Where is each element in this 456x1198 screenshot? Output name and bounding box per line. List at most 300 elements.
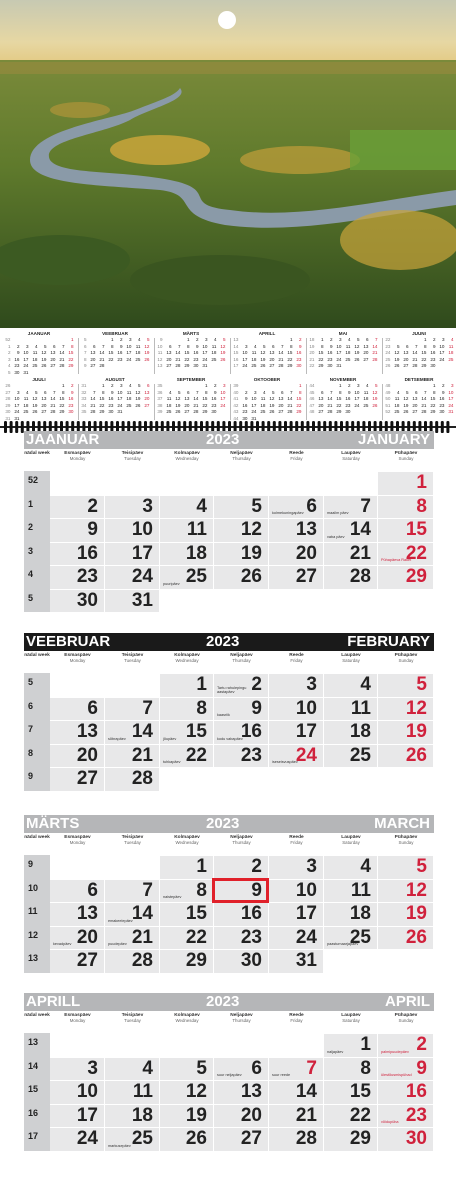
day-cell[interactable] [324,566,377,589]
day-number: 14 [131,903,153,924]
day-number: 28 [131,768,153,789]
day-cell[interactable] [50,950,104,973]
day-number: 27 [269,363,275,369]
day-number: 21 [50,402,56,408]
day-cell[interactable] [214,927,268,950]
day-number: 11 [186,519,207,540]
day-number: 18 [185,542,207,564]
year-month-row [382,383,456,390]
day-cell[interactable] [160,950,213,973]
day-number: 14 [193,396,199,402]
day-cell[interactable] [50,1128,104,1151]
day-cell[interactable] [378,880,433,903]
day-cell[interactable] [324,1058,377,1081]
week-number: 34 [81,402,87,408]
day-number: 2 [195,337,199,342]
day-number: 27 [144,402,150,408]
day-number: 7 [92,389,96,395]
day-cell[interactable] [160,698,213,721]
week-number: 10 [28,882,39,893]
year-month-row [2,390,76,397]
day-number: 21 [90,402,96,408]
day-number: 22 [287,356,293,362]
day-number: 14 [90,396,96,402]
day-cell[interactable] [324,721,377,744]
day-cell[interactable] [214,698,268,721]
week-number: 15 [233,350,239,356]
day-number: 30 [345,409,351,415]
day-cell[interactable] [50,519,104,542]
day-number: 4 [450,337,454,342]
day-number: 6 [92,343,96,349]
day-cell[interactable] [160,1081,213,1104]
day-cell[interactable] [324,745,377,768]
day-cell[interactable] [214,721,268,744]
day-cell[interactable] [214,856,268,879]
month-märts [24,815,434,973]
day-cell[interactable] [160,903,213,926]
day-number: 6 [320,389,324,395]
day-number: 17 [117,396,123,402]
weekday-en: Tuesday [124,840,141,845]
day-cell[interactable] [378,674,433,697]
day-cell[interactable] [160,1058,213,1081]
day-cell[interactable] [378,856,433,879]
day-cell[interactable] [269,1058,323,1081]
day-number: 1 [101,383,105,388]
day-cell[interactable] [378,927,433,950]
day-number: 24 [14,409,20,415]
week-number: 31 [81,383,87,388]
day-number: 9 [251,697,262,719]
weekday-en: Friday [290,456,303,461]
day-number: 19 [240,542,262,564]
day-cell[interactable] [105,880,159,903]
week-number: 12 [28,929,39,940]
month-name-en: JANUARY [358,431,430,448]
day-cell[interactable] [160,721,213,744]
day-number: 12 [135,389,141,395]
day-cell[interactable] [378,566,433,589]
day-number: 15 [421,350,427,356]
day-cell[interactable] [160,519,213,542]
day-cell[interactable] [105,1128,159,1151]
week-number: 51 [385,402,391,408]
day-number: 29 [59,409,65,415]
day-number: 23 [430,356,436,362]
day-number: 20 [269,356,275,362]
day-cell[interactable] [378,745,433,768]
day-number: 8 [432,389,436,395]
day-number: 7 [52,389,56,395]
weekday-et: Laupäev [341,1013,361,1018]
week-label [24,835,50,840]
day-cell[interactable] [324,519,377,542]
day-cell[interactable] [269,566,323,589]
day-number: 29 [430,409,436,415]
day-cell[interactable] [324,1034,377,1057]
day-cell[interactable] [269,745,323,768]
day-number: 17 [14,402,20,408]
day-number: 3 [338,337,342,342]
day-number: 28 [90,409,96,415]
day-number: 19 [354,350,360,356]
day-number: 28 [295,1128,317,1149]
year-month-row [382,344,456,351]
day-number: 18 [135,350,141,356]
day-number: 12 [405,697,427,719]
day-cell[interactable] [105,927,159,950]
day-number: 28 [99,363,105,369]
day-cell [105,856,159,879]
week-number: 9 [159,337,163,342]
day-number: 25 [185,566,207,587]
day-cell[interactable] [324,698,377,721]
day-cell[interactable] [214,903,268,926]
day-number: 29 [349,1128,371,1149]
day-cell [160,472,213,495]
day-cell[interactable] [378,543,433,566]
day-cell[interactable] [378,903,433,926]
week-number: 26 [5,383,11,388]
day-note: puuripäev [163,581,180,586]
day-number: 30 [242,415,248,421]
day-cell[interactable] [105,768,159,791]
day-note: paastumaarjapäev [327,942,359,946]
day-number: 4 [137,337,141,342]
day-number: 31 [23,369,29,375]
day-number: 20 [278,402,284,408]
day-cell[interactable] [50,1058,104,1081]
weekday-en: Tuesday [124,456,141,461]
year-month-row [230,383,304,390]
year-month-title: AUGUST [105,377,125,382]
week-number: 1 [7,343,11,349]
weekday-en: Friday [290,658,303,663]
weekday-en: Saturday [342,1018,360,1023]
day-number: 4 [196,495,207,517]
year-month-row [382,403,456,410]
day-cell[interactable] [105,721,159,744]
day-cell[interactable] [269,543,323,566]
day-number: 23 [108,402,114,408]
day-cell[interactable] [105,1081,159,1104]
year-month-row [2,403,76,410]
day-cell[interactable] [105,519,159,542]
day-number: 13 [50,350,56,356]
day-number: 14 [327,396,333,402]
week-number: 13 [233,337,239,342]
month-year: 2023 [206,815,240,832]
week-number: 32 [81,389,87,395]
year-month-row [306,337,380,344]
day-cell[interactable] [324,674,377,697]
day-cell[interactable] [160,745,213,768]
day-number: 24 [295,744,317,766]
day-number: 1 [196,674,207,695]
day-cell[interactable] [214,496,268,519]
week-number: 52 [5,337,11,342]
day-number: 24 [202,356,208,362]
day-cell [214,472,268,495]
day-number: 7 [423,389,427,395]
day-cell [50,1034,104,1057]
week-number: 7 [28,724,34,734]
day-cell[interactable] [50,698,104,721]
day-number: 24 [354,402,360,408]
day-cell [378,768,433,791]
day-cell[interactable] [378,1081,433,1104]
day-cell[interactable] [269,903,323,926]
day-cell[interactable] [269,698,323,721]
day-cell[interactable] [50,543,104,566]
day-cell[interactable] [105,566,159,589]
weekday-et: Pühapäev [394,451,418,456]
day-number: 17 [76,1104,98,1126]
day-cell[interactable] [105,1105,159,1128]
day-cell[interactable] [214,543,268,566]
day-cell[interactable] [378,1058,433,1081]
weekday-header [24,651,434,673]
day-cell[interactable] [105,590,159,613]
day-cell[interactable] [160,566,213,589]
day-cell[interactable] [50,566,104,589]
year-month-row [154,403,228,410]
day-cell[interactable] [50,496,104,519]
day-number: 5 [137,383,141,388]
day-cell[interactable] [378,1034,433,1057]
day-cell[interactable] [50,927,104,950]
day-number: 26 [394,363,400,369]
year-month-row [78,363,152,370]
day-cell[interactable] [378,472,433,495]
day-number: 21 [372,350,378,356]
day-cell[interactable] [214,1081,268,1104]
day-cell[interactable] [269,721,323,744]
day-cell[interactable] [269,927,323,950]
day-cell[interactable] [105,745,159,768]
day-number: 12 [403,396,409,402]
week-number: 12 [157,356,163,362]
year-month-row [306,390,380,397]
day-cell[interactable] [160,927,213,950]
day-cell[interactable] [324,1128,377,1151]
day-number: 18 [23,402,29,408]
day-cell[interactable] [50,745,104,768]
day-cell[interactable] [160,674,213,697]
year-month-row [230,390,304,397]
day-cell[interactable] [214,519,268,542]
weekday-et: Reede [289,1013,304,1018]
day-cell[interactable] [50,590,104,613]
day-number: 7 [414,343,418,349]
day-cell[interactable] [105,496,159,519]
day-number: 8 [338,389,342,395]
day-number: 19 [220,350,226,356]
year-month-row [306,344,380,351]
day-number: 26 [220,356,226,362]
day-cell[interactable] [50,903,104,926]
year-month-row [306,383,380,390]
day-number: 10 [202,343,208,349]
day-cell[interactable] [160,880,213,903]
day-number: 1 [204,383,208,388]
day-number: 20 [76,926,98,948]
day-cell[interactable] [324,1081,377,1104]
day-number: 1 [186,337,190,342]
day-number: 15 [202,396,208,402]
year-month-row [2,357,76,364]
year-month-row [230,396,304,403]
day-number: 8 [101,389,105,395]
day-number: 5 [271,389,275,395]
year-month-row [154,337,228,344]
day-number: 26 [135,402,141,408]
day-number: 20 [318,402,324,408]
day-number: 13 [41,396,47,402]
day-cell[interactable] [324,880,377,903]
day-cell[interactable] [324,496,377,519]
day-cell[interactable] [50,768,104,791]
week-number: 46 [309,396,315,402]
day-cell[interactable] [214,674,268,697]
year-month-11 [306,376,380,422]
day-cell[interactable] [269,880,323,903]
day-number: 27 [295,566,317,587]
weekday-header [24,449,434,471]
day-number: 24 [76,1128,98,1149]
day-cell[interactable] [50,880,104,903]
day-cell[interactable] [378,721,433,744]
day-cell[interactable] [160,496,213,519]
month-name-en: FEBRUARY [347,633,430,650]
day-number: 30 [327,363,333,369]
day-number: 12 [32,396,38,402]
day-cell[interactable] [324,1105,377,1128]
day-cell[interactable] [214,1058,268,1081]
year-month-row [154,350,228,357]
weekday-saturday [324,653,378,663]
year-month-row [78,357,152,364]
day-number: 19 [135,396,141,402]
year-month-row [154,390,228,397]
day-number: 2 [110,383,114,388]
day-number: 15 [296,396,302,402]
day-cell[interactable] [378,1105,433,1128]
day-cell[interactable] [50,1105,104,1128]
day-cell[interactable] [269,519,323,542]
day-cell[interactable] [105,1058,159,1081]
day-number: 18 [448,350,454,356]
day-number: 9 [329,343,333,349]
week-number: 3 [7,356,11,362]
day-cell[interactable] [105,903,159,926]
day-number: 11 [32,350,38,356]
day-number: 6 [43,389,47,395]
day-cell[interactable] [105,698,159,721]
day-cell[interactable] [269,1128,323,1151]
day-cell[interactable] [269,1081,323,1104]
day-cell[interactable] [214,1105,268,1128]
day-cell[interactable] [50,721,104,744]
day-number: 23 [76,566,98,587]
day-cell[interactable] [269,496,323,519]
day-number: 20 [166,356,172,362]
day-number: 31 [131,589,153,611]
day-number: 9 [119,343,123,349]
day-number: 11 [260,396,266,402]
day-cell[interactable] [269,950,323,973]
day-cell[interactable] [105,543,159,566]
weekday-en: Monday [69,658,86,663]
day-number: 11 [345,343,351,349]
day-number: 12 [405,879,427,901]
month-grid [24,1033,434,1151]
day-number: 28 [372,356,378,362]
day-cell[interactable] [214,1128,268,1151]
day-number: 16 [240,903,262,924]
day-number: 10 [251,396,257,402]
week-number: 35 [81,409,87,415]
day-number: 28 [59,363,65,369]
day-number: 14 [50,396,56,402]
day-number: 26 [260,363,266,369]
day-cell[interactable] [214,950,268,973]
day-number: 24 [117,402,123,408]
day-number: 21 [295,1104,317,1126]
day-number: 19 [260,356,266,362]
day-number: 3 [222,383,226,388]
day-note: tuhkapäev [163,760,181,764]
day-cell[interactable] [324,927,377,950]
day-cell[interactable] [214,566,268,589]
day-cell[interactable] [269,856,323,879]
day-cell[interactable] [324,856,377,879]
day-number: 18 [251,356,257,362]
day-cell[interactable] [269,1105,323,1128]
day-number: 22 [184,356,190,362]
week-number: 50 [385,396,391,402]
day-cell[interactable] [378,1128,433,1151]
day-cell[interactable] [378,698,433,721]
day-number: 26 [175,409,181,415]
day-cell[interactable] [324,903,377,926]
day-cell [269,768,323,791]
day-cell[interactable] [324,543,377,566]
day-cell[interactable] [160,1128,213,1151]
day-note: kevadpäev [53,942,72,946]
day-cell [269,590,323,613]
day-number: 15 [185,721,207,742]
day-number: 14 [99,350,105,356]
day-cell[interactable] [214,745,268,768]
day-cell[interactable] [378,496,433,519]
day-cell[interactable] [269,674,323,697]
day-number: 25 [251,363,257,369]
day-cell[interactable] [160,1105,213,1128]
day-cell[interactable] [378,519,433,542]
day-number: 20 [240,1104,262,1126]
day-cell[interactable] [105,950,159,973]
day-number: 27 [41,409,47,415]
day-number: 16 [108,396,114,402]
day-cell[interactable] [50,1081,104,1104]
week-number: 23 [385,343,391,349]
day-number: 4 [253,343,257,349]
day-cell[interactable] [160,856,213,879]
day-number: 24 [220,402,226,408]
day-cell[interactable] [160,543,213,566]
